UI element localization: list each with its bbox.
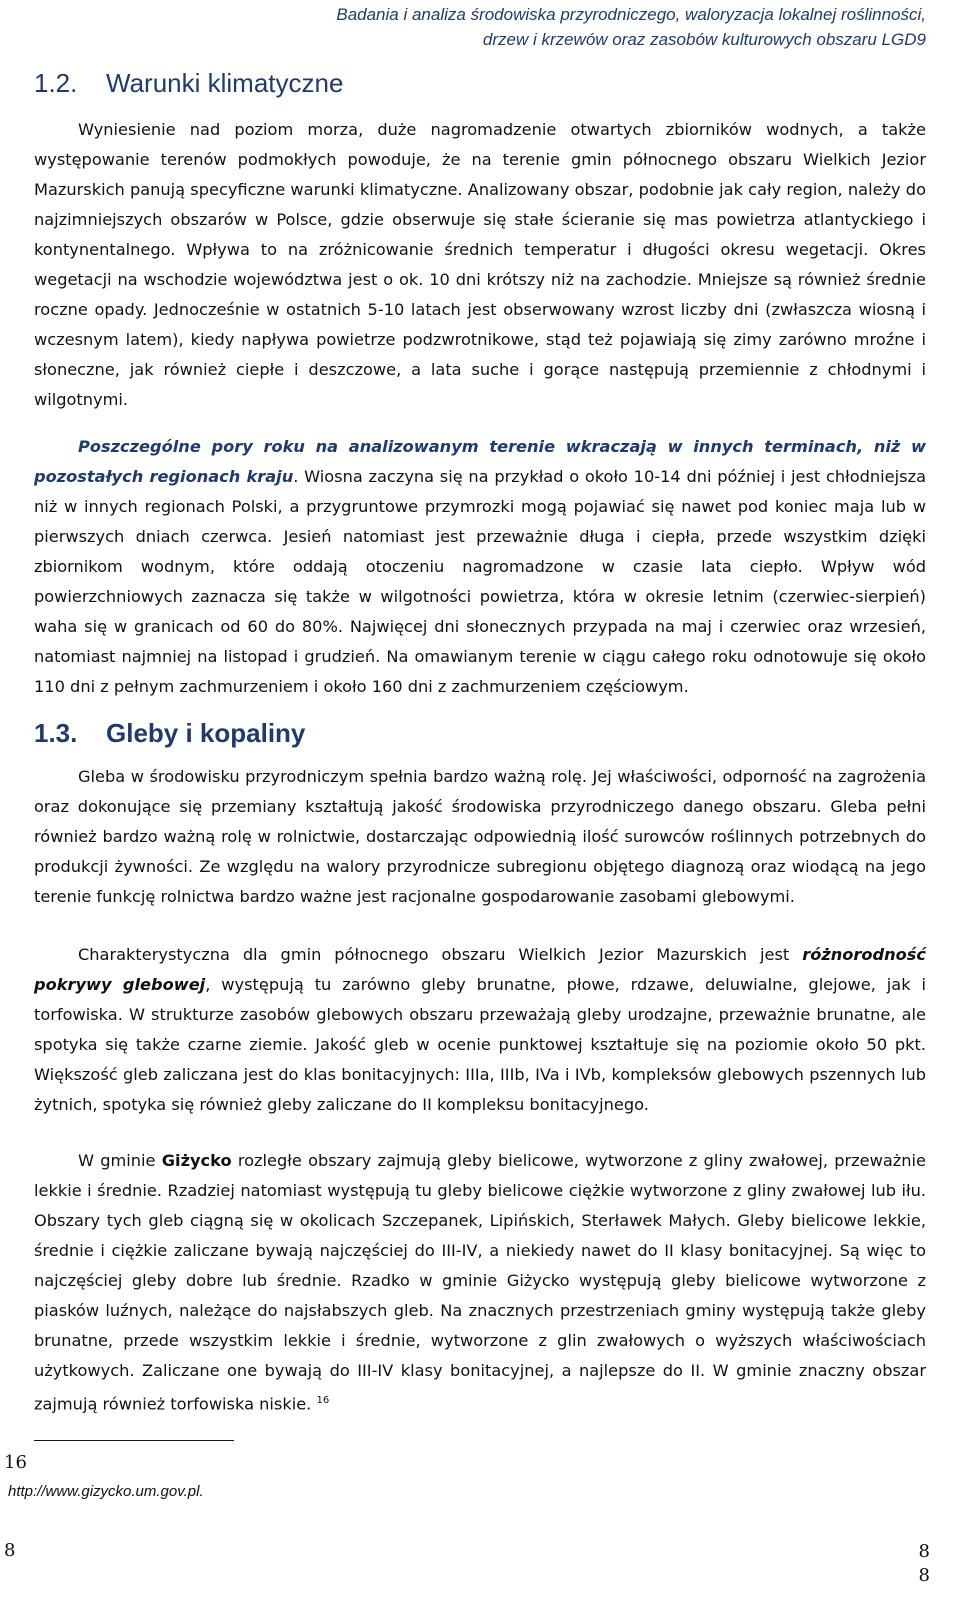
section-title: Warunki klimatyczne — [106, 68, 344, 98]
paragraph-climate-overview: Wyniesienie nad poziom morza, duże nagromadzenie otwartych zbiorników wodnych, a także występowanie terenów podmokłych powoduje, że na terenie gmin północnego obszaru Wielkich Jezior Mazurskich panują specyficzne warunki klimatyczne. Analizowany obszar, podobnie jak cały region, należy do najzimniejszych obszarów w Polsce, gdzie obserwuje się stałe ścieranie się mas powietrza atlantyckiego i kontynentalnego. Wpływa to na zróżnicowanie średnich temperatur i długości okresu wegetacji. Okres wegetacji na wschodzie województwa jest o ok. 10 dni krótszy niż na zachodzie. Mniejsze są również średnie roczne opady. Jednocześnie w ostatnich 5-10 latach jest obserwowany wzrost liczby dni (zwłaszcza wiosną i wczesnym latem), kiedy napływa powietrze podzwrotnikowe, stąd też pojawiają się zimy zarówno mroźne i słoneczne, jak również ciepłe i deszczowe, a lata suche i gorące następują przemiennie z chłodnymi i wilgotnymi. — [34, 120, 926, 409]
section-heading-climate — [34, 68, 343, 99]
section-heading-soils — [34, 718, 305, 749]
paragraph-seasons — [34, 432, 926, 702]
paragraph-gizycko-soils — [34, 1146, 926, 1419]
emphasis-seasons: Poszczególne pory roku na analizowanym terenie wkraczają w innych terminach, niż w pozostałych regionach kraju — [34, 437, 926, 486]
page-number-right — [919, 1540, 930, 1588]
footnote-number: 16 — [4, 1452, 27, 1473]
section-number: 1.3. — [34, 718, 78, 748]
footnote-divider — [34, 1440, 234, 1441]
footnote-reference[interactable]: 16 — [316, 1395, 330, 1406]
section-number: 1.2. — [34, 68, 78, 98]
paragraph-gizycko-intro: W gminie — [78, 1151, 162, 1170]
section-title: Gleby i kopaliny — [106, 718, 306, 748]
running-header-line-2: drzew i krzewów oraz zasobów kulturowych obszaru LGD9 — [482, 30, 926, 49]
emphasis-soil-diversity: różnorodność pokrywy glebowej — [34, 945, 926, 994]
paragraph-soil-diversity-intro: Charakterystyczna dla gmin północnego obszaru Wielkich Jezior Mazurskich jest — [78, 945, 803, 964]
page-number-right-1: 8 — [918, 1541, 930, 1562]
footnote-link[interactable]: http://www.gizycko.um.gov.pl. — [8, 1483, 204, 1500]
running-header — [336, 2, 926, 52]
page-number-left: 8 — [4, 1540, 16, 1561]
page-number-right-2: 8 — [918, 1565, 930, 1586]
paragraph-soil-diversity — [34, 940, 926, 1120]
running-header-line-1: Badania i analiza środowiska przyrodniczego, waloryzacja lokalnej roślinności, — [336, 5, 926, 24]
paragraph-soil-diversity-text: , występują tu zarówno gleby brunatne, płowe, rdzawe, deluwialne, glejowe, jak i torfowiska. W strukturze zasobów glebowych obszaru przeważają gleby urodzajne, przeważnie brunatne, ale spotyka się także czarne ziemie. Jakość gleb w ocenie punktowej kształtuje się na poziomie około 50 pkt. Większość gleb zaliczana jest do klas bonitacyjnych: IIIa, IIIb, IVa i IVb, kompleksów glebowych pszennych lub żytnich, spotyka się również gleby zaliczane do II kompleksu bonitacyjnego. — [34, 975, 926, 1114]
gizycko-name: Giżycko — [161, 1151, 232, 1170]
paragraph-soil-role: Gleba w środowisku przyrodniczym spełnia bardzo ważną rolę. Jej właściwości, odporność na zagrożenia oraz dokonujące się przemiany kształtują jakość środowiska przyrodniczego danego obszaru. Gleba pełni również bardzo ważną rolę w rolnictwie, dostarczając odpowiednią ilość surowców roślinnych potrzebnych do produkcji żywności. Ze względu na walory przyrodnicze subregionu objętego diagnozą oraz wiodącą na jego terenie funkcję rolnictwa bardzo ważne jest racjonalne gospodarowanie zasobami glebowymi. — [34, 767, 926, 906]
paragraph-seasons-text: . Wiosna zaczyna się na przykład o około 10-14 dni później i jest chłodniejsza niż w innych regionach Polski, a przygruntowe przymrozki mogą pojawiać się nawet pod koniec maja lub w pierwszych dniach czerwca. Jesień natomiast jest przeważnie długa i ciepła, przede wszystkim dzięki zbiornikom wodnym, które oddają otoczeniu nagromadzone w czasie lata ciepło. Wpływ wód powierzchniowych zaznacza się także w wilgotności powietrza, która w okresie letnim (czerwiec-sierpień) waha się w granicach od 60 do 80%. Najwięcej dni słonecznych przypada na maj i czerwiec oraz wrzesień, natomiast najmniej na listopad i grudzień. Na omawianym terenie w ciągu całego roku odnotowuje się około 110 dni z pełnym zachmurzeniem i około 160 dni z zachmurzeniem częściowym. — [34, 467, 926, 696]
paragraph-gizycko-text: rozległe obszary zajmują gleby bielicowe, wytworzone z gliny zwałowej, przeważnie lekkie i średnie. Rzadziej natomiast występują tu gleby bielicowe ciężkie wytworzone z gliny zwałowej lub iłu. Obszary tych gleb ciągną się w okolicach Szczepanek, Lipińskich, Sterławek Małych. Gleby bielicowe lekkie, średnie i ciężkie zaliczane bywają najczęściej do III-IV, a niekiedy nawet do II klasy bonitacyjnej. Są więc to najczęściej gleby dobre lub średnie. Rzadko w gminie Giżycko występują gleby bielicowe wytworzone z piasków luźnych, należące do najsłabszych gleb. Na znacznych przestrzeniach gminy występują także gleby brunatne, przede wszystkim lekkie i średnie, wytworzone z glin zwałowych o wyższych właściwościach użytkowych. Zaliczane one bywają do III-IV klasy bonitacyjnej, a najlepsze do II. W gminie znaczny obszar zajmują również torfowiska niskie. — [34, 1151, 926, 1414]
